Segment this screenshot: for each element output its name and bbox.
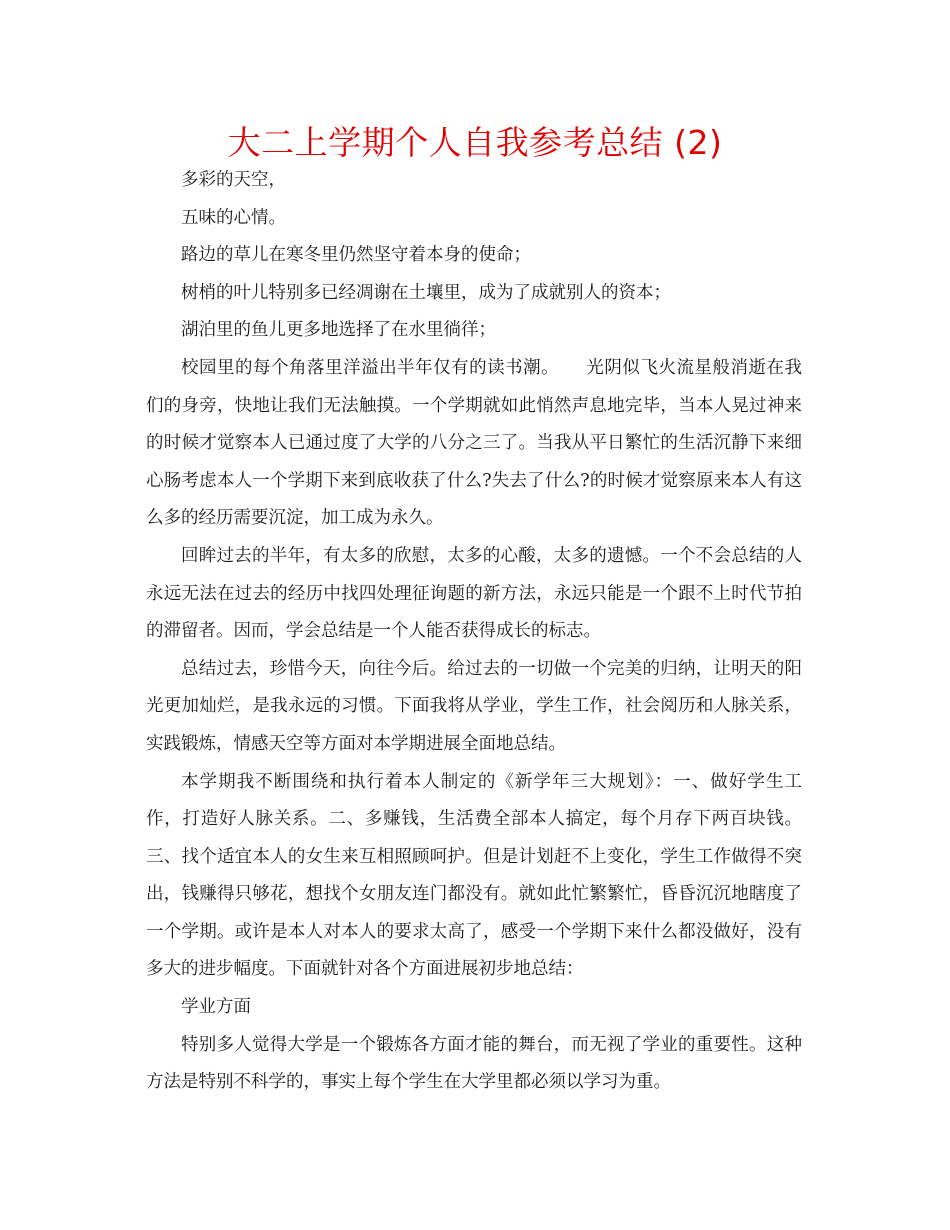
document-title: 大二上学期个人自我参考总结 (2) <box>227 123 723 162</box>
paragraph: 湖泊里的鱼儿更多地选择了在水里徜徉； <box>181 320 496 341</box>
section-heading: 学业方面 <box>181 997 251 1018</box>
paragraph: 路边的草儿在寒冬里仍然坚守着本身的使命； <box>181 245 531 266</box>
document-body <box>146 162 802 1102</box>
paragraph: 五味的心情。 <box>181 207 286 228</box>
paragraph: 特别多人觉得大学是一个锻炼各方面才能的舞台，而无视了学业的重要性。这种方法是特别不科学的，事实上每个学生在大学里都必须以学习为重。 <box>146 1034 802 1093</box>
paragraph: 树梢的叶儿特别多已经凋谢在土壤里，成为了成就别人的资本； <box>181 282 671 303</box>
paragraph: 校园里的每个角落里洋溢出半年仅有的读书潮。 光阴似飞火流星般消逝在我们的身旁，快地让我们无法触摸。一个学期就如此悄然声息地完毕，当本人晃过神来的时候才觉察本人已通过度了大学的八分之三了。当我从平日繁忙的生活沉静下来细心肠考虑本人一个学期下来到底收获了什么?失去了什么?的时候才觉察原来本人有这么多的经历需要沉淀，加工成为永久。 <box>146 357 802 529</box>
paragraph: 回眸过去的半年，有太多的欣慰，太多的心酸，太多的遗憾。一个不会总结的人永远无法在过去的经历中找四处理征询题的新方法，永远只能是一个跟不上时代节拍的滞留者。因而，学会总结是一个人能否获得成长的标志。 <box>146 545 802 642</box>
paragraph: 多彩的天空， <box>181 170 286 190</box>
paragraph: 本学期我不断围绕和执行着本人制定的《新学年三大规划》：一、做好学生工作，打造好人脉关系。二、多赚钱，生活费全部本人搞定，每个月存下两百块钱。三、找个适宜本人的女生来互相照顾呵护。但是计划赶不上变化，学生工作做得不突出，钱赚得只够花，想找个女朋友连门都没有。就如此忙繁繁忙，昏昏沉沉地瞎度了一个学期。或许是本人对本人的要求太高了，感受一个学期下来什么都没做好，没有多大的进步幅度。下面就针对各个方面进展初步地总结： <box>146 771 802 980</box>
paragraph: 总结过去，珍惜今天，向往今后。给过去的一切做一个完美的归纳，让明天的阳光更加灿烂，是我永远的习惯。下面我将从学业，学生工作，社会阅历和人脉关系，实践锻炼，情感天空等方面对本学期进展全面地总结。 <box>146 658 802 754</box>
